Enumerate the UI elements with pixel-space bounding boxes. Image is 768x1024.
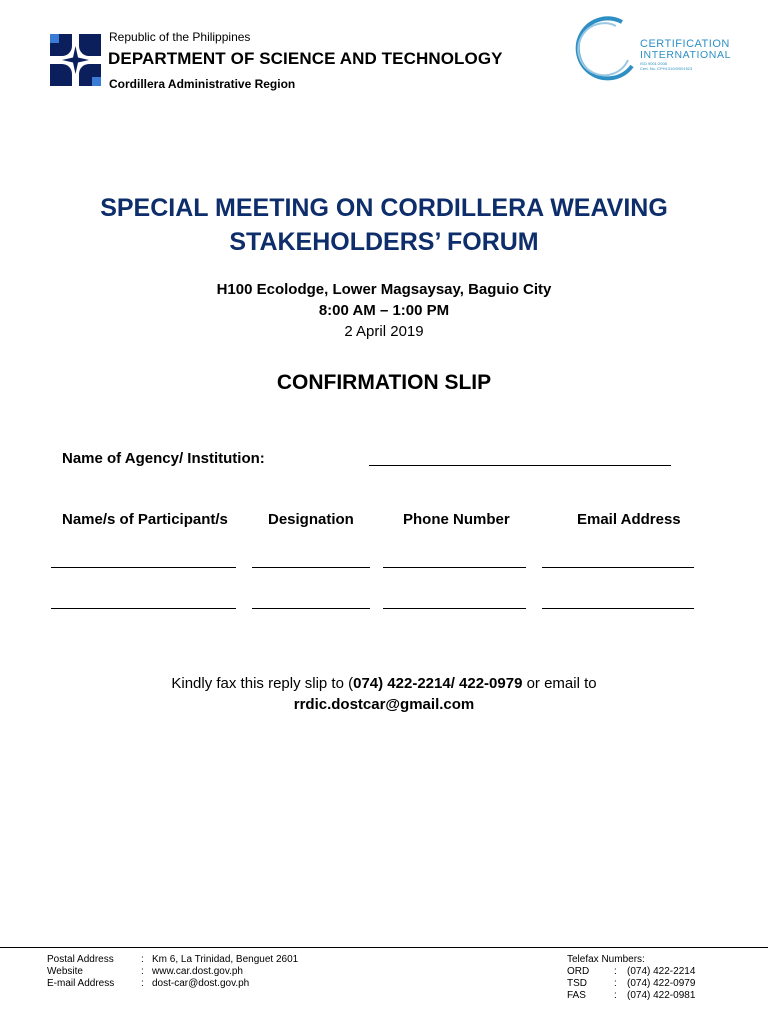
cert-line2: INTERNATIONAL <box>640 49 732 61</box>
department-name: DEPARTMENT OF SCIENCE AND TECHNOLOGY <box>108 49 503 68</box>
event-venue: H100 Ecolodge, Lower Magsaysay, Baguio City <box>216 281 552 298</box>
cert-line1: CERTIFICATION <box>640 38 730 50</box>
meeting-title-line1: SPECIAL MEETING ON CORDILLERA WEAVING <box>100 194 668 222</box>
footer-label-postal: Postal Address <box>47 954 114 965</box>
footer-label-fas: FAS <box>567 990 586 1001</box>
footer-sep: : <box>614 990 617 1001</box>
footer-divider <box>0 947 768 948</box>
footer-sep: : <box>141 954 144 965</box>
participant-blank-line[interactable] <box>51 608 236 609</box>
event-time: 8:00 AM – 1:00 PM <box>318 302 450 319</box>
fax-numbers: 074) 422-2214/ 422-0979 <box>353 675 523 692</box>
reply-instructions <box>0 675 768 692</box>
footer-label-ord: ORD <box>567 966 590 977</box>
certification-logo <box>572 16 732 86</box>
footer-postal-address: Km 6, La Trinidad, Benguet 2601 <box>152 954 299 965</box>
col-designation: Designation <box>268 511 354 528</box>
footer-label-email: E-mail Address <box>47 978 115 989</box>
footer-email-link[interactable]: dost-car@dost.gov.ph <box>152 978 250 989</box>
footer-fas-number: (074) 422-0981 <box>627 990 696 1001</box>
reply-suffix: or email to <box>522 675 597 692</box>
footer-ord-number: (074) 422-2214 <box>627 966 696 977</box>
reply-prefix: Kindly fax this reply slip to ( <box>171 675 354 692</box>
reply-email[interactable]: rrdic.dostcar@gmail.com <box>293 696 475 713</box>
republic-text: Republic of the Philippines <box>109 30 251 44</box>
footer-label-tsd: TSD <box>567 978 587 989</box>
footer-sep: : <box>614 966 617 977</box>
col-email: Email Address <box>577 511 681 528</box>
cert-line4: Cert. No. CPH1310/0/001523 <box>640 66 693 71</box>
footer-website-link[interactable]: www.car.dost.gov.ph <box>152 966 243 977</box>
col-phone: Phone Number <box>403 511 510 528</box>
designation-blank-line[interactable] <box>252 608 370 609</box>
dost-logo <box>48 32 103 88</box>
participant-blank-line[interactable] <box>51 567 236 568</box>
agency-blank-line[interactable] <box>369 465 671 466</box>
phone-blank-line[interactable] <box>383 567 526 568</box>
confirmation-slip-heading: CONFIRMATION SLIP <box>276 371 492 394</box>
telefax-title: Telefax Numbers: <box>567 954 645 965</box>
phone-blank-line[interactable] <box>383 608 526 609</box>
email-blank-line[interactable] <box>542 567 694 568</box>
agency-label: Name of Agency/ Institution: <box>62 450 265 467</box>
event-date: 2 April 2019 <box>344 323 424 340</box>
region-name: Cordillera Administrative Region <box>109 77 296 91</box>
col-participants: Name/s of Participant/s <box>62 511 228 528</box>
footer-tsd-number: (074) 422-0979 <box>627 978 696 989</box>
email-blank-line[interactable] <box>542 608 694 609</box>
meeting-title-line2: STAKEHOLDERS’ FORUM <box>229 228 539 256</box>
designation-blank-line[interactable] <box>252 567 370 568</box>
footer-sep: : <box>141 966 144 977</box>
cert-line3: ISO 9001:2008 <box>640 61 667 66</box>
footer-sep: : <box>614 978 617 989</box>
footer-label-website: Website <box>47 966 83 977</box>
footer-sep: : <box>141 978 144 989</box>
